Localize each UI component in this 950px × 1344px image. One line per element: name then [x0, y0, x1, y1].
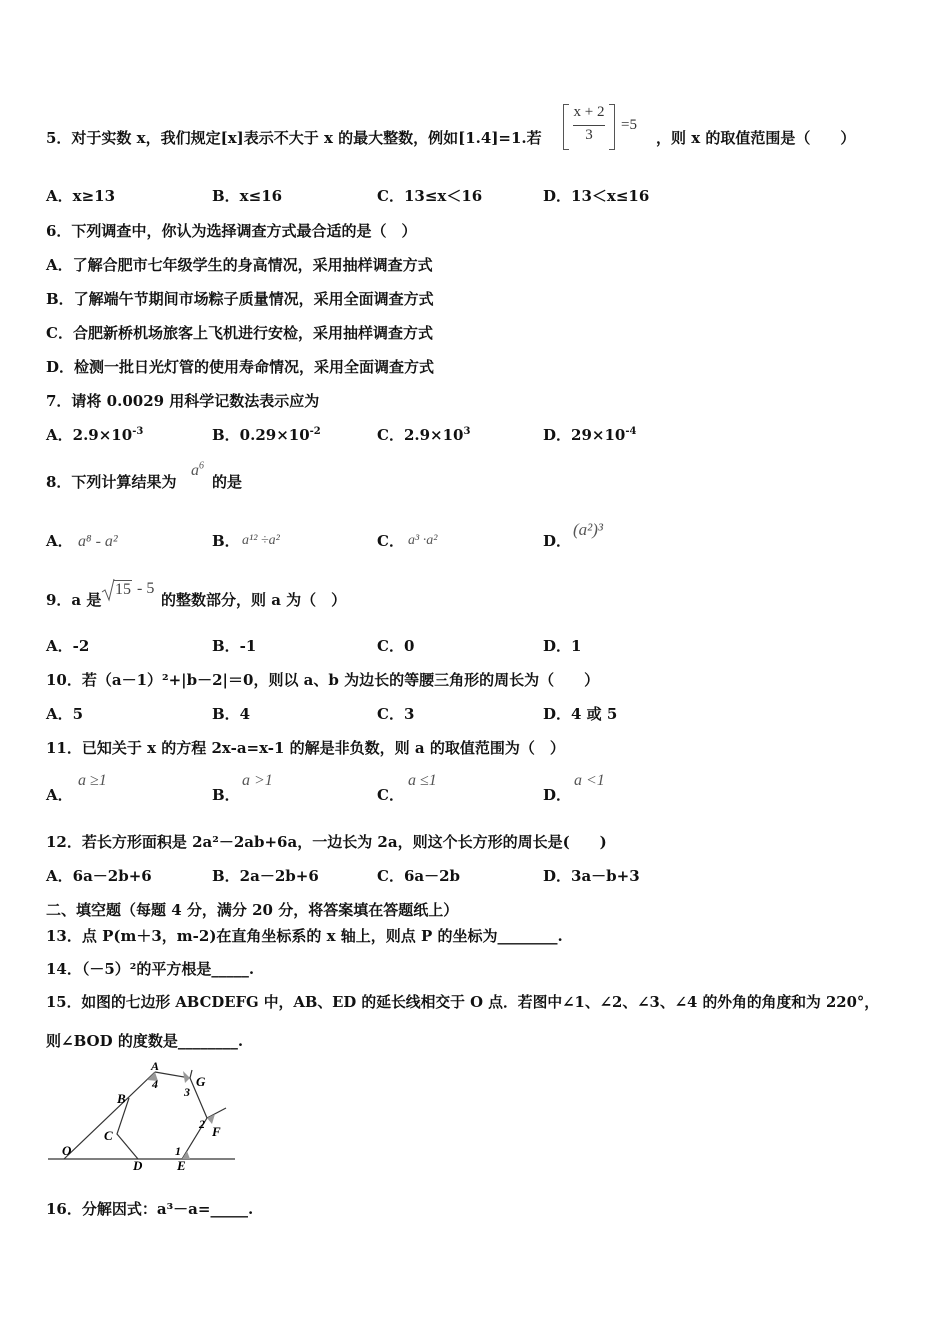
q9-option-a: A．-2 [46, 637, 90, 655]
q7-option-d-text: D．29×10 [543, 426, 626, 444]
q5-frac-denominator: 3 [585, 127, 593, 143]
q12-option-d: D．3a－b+3 [543, 867, 640, 885]
label-e: E [177, 1158, 186, 1173]
label-c: C [104, 1128, 113, 1143]
sides-b-c-d [117, 1098, 138, 1159]
label-angle-3: 3 [184, 1085, 190, 1099]
q9-option-d: D．1 [543, 637, 582, 655]
q5-frac-numerator: x + 2 [573, 104, 605, 120]
q7-option-c-exponent: 3 [463, 426, 471, 437]
q5-stem-post: ，则 x 的取值范围是（ ） [656, 129, 856, 147]
q12-option-c: C．6a－2b [377, 867, 461, 885]
heptagon-figure [44, 1058, 240, 1176]
label-angle-1: 1 [175, 1144, 181, 1158]
q14: 14．（－5）²的平方根是_____. [46, 960, 255, 978]
q7-option-b-text: B．0.29×10 [212, 426, 310, 444]
q8-stem-post: 的是 [212, 473, 243, 491]
label-g: G [196, 1074, 206, 1089]
q8-stem-pre: 8．下列计算结果为 [46, 473, 177, 491]
q11-option-b-label: B． [212, 786, 240, 804]
q7-option-d [543, 425, 636, 445]
q5-option-c: C．13≤x＜16 [377, 187, 483, 205]
q7-option-a-exponent: -3 [132, 426, 144, 437]
q8-option-c-label: C． [377, 532, 404, 550]
q5-stem-pre: 5．对于实数 x，我们规定[x]表示不大于 x 的最大整数，例如[1.4]=1.若 [46, 129, 542, 147]
extension-f [207, 1108, 226, 1118]
q11-option-a-math: a ≥1 [78, 772, 107, 789]
label-b: B [117, 1091, 126, 1106]
q11-option-c-math: a ≤1 [408, 772, 437, 789]
q7-stem: 7．请将 0.0029 用科学记数法表示应为 [46, 392, 320, 410]
q10-option-b: B．4 [212, 705, 251, 723]
q5-fraction [563, 98, 615, 152]
q7-option-b [212, 425, 321, 445]
q5-option-a: A．x≥13 [46, 187, 116, 205]
q7-option-c-text: C．2.9×10 [377, 426, 464, 444]
q9-radicand: 15 [115, 581, 131, 598]
q5-option-b: B．x≤16 [212, 187, 283, 205]
q9-option-b: B．-1 [212, 637, 257, 655]
q11-option-b-math: a >1 [242, 772, 273, 789]
q8-expr-exponent: 6 [199, 460, 204, 472]
q8-option-a-label: A． [46, 532, 73, 550]
q10-option-d: D．4 或 5 [543, 705, 618, 723]
q6-option-a: A．了解合肥市七年级学生的身高情况，采用抽样调查方式 [46, 256, 433, 274]
q7-option-c [377, 425, 470, 445]
extension-g [190, 1070, 192, 1078]
q8-option-b-math: a¹² ÷a² [242, 533, 280, 548]
q9-option-c: C．0 [377, 637, 415, 655]
q6-option-b: B．了解端午节期间市场粽子质量情况，采用全面调查方式 [46, 290, 434, 308]
label-angle-4: 4 [152, 1077, 158, 1091]
q11-option-d-math: a <1 [574, 772, 605, 789]
q9-stem-pre [46, 590, 101, 610]
q11-stem: 11．已知关于 x 的方程 2x-a=x-1 的解是非负数，则 a 的取值范围为（ ） [46, 739, 565, 757]
q9-minus-five: - 5 [137, 580, 155, 597]
q6-option-d: D．检测一批日光灯管的使用寿命情况，采用全面调查方式 [46, 358, 435, 376]
q8-option-c-math: a³ ·a² [408, 533, 438, 548]
q15-line-1: 15．如图的七边形 ABCDEFG 中，AB、ED 的延长线相交于 O 点．若图中∠1、∠2、∠3、∠4 的外角的角度和为 220°， [46, 994, 880, 1011]
q7-option-d-exponent: -4 [625, 426, 637, 437]
q9-pre: 9．a 是 [46, 591, 102, 609]
q12-option-a: A．6a－2b+6 [46, 867, 152, 885]
q10-option-a: A．5 [46, 705, 84, 723]
q7-option-a-text: A．2.9×10 [46, 426, 133, 444]
q12-stem: 12．若长方形面积是 2a²－2ab+6a，一边长为 2a，则这个长方形的周长是( ) [46, 833, 607, 851]
q8-option-b-label: B． [212, 532, 240, 550]
q11-option-c-label: C． [377, 786, 404, 804]
q9-radical-sign [101, 578, 115, 602]
q10-option-c: C．3 [377, 705, 415, 723]
q15-line-2: 则∠BOD 的度数是________. [46, 1032, 244, 1050]
q8-option-d-math: (a²)³ [573, 520, 604, 539]
q8-option-a-math: a⁸ - a² [78, 533, 118, 550]
line-o-a [64, 1072, 155, 1159]
q7-option-b-exponent: -2 [309, 426, 321, 437]
q10-stem: 10．若（a－1）²+|b－2|＝0，则以 a、b 为边长的等腰三角形的周长为（ ） [46, 671, 600, 689]
q6-option-c: C．合肥新桥机场旅客上飞机进行安检，采用抽样调查方式 [46, 324, 433, 342]
q8-expr [191, 462, 204, 480]
angle-3-shade [183, 1071, 190, 1083]
q8-expr-base: a [191, 462, 199, 479]
section-2-heading: 二、填空题（每题 4 分，满分 20 分，将答案填在答题纸上） [46, 901, 459, 919]
label-angle-2: 2 [199, 1117, 205, 1131]
q5-option-d: D．13＜x≤16 [543, 187, 650, 205]
label-o: O [62, 1143, 72, 1158]
q13: 13．点 P(m＋3，m-2)在直角坐标系的 x 轴上，则点 P 的坐标为________. [46, 927, 563, 945]
q11-option-d-label: D． [543, 786, 572, 804]
q6-stem: 6．下列调查中，你认为选择调查方式最合适的是（ ） [46, 222, 417, 240]
q16: 16．分解因式：a³－a=_____. [46, 1200, 254, 1218]
q12-option-b: B．2a－2b+6 [212, 867, 319, 885]
q9-stem-post: 的整数部分，则 a 为（ ） [161, 591, 347, 609]
label-f: F [212, 1124, 221, 1139]
q8-option-d-label: D． [543, 532, 572, 550]
q7-option-a [46, 425, 143, 445]
q11-option-a-label: A． [46, 786, 73, 804]
label-a: A [151, 1059, 160, 1073]
label-d: D [133, 1158, 143, 1173]
q5-frac-equals: =5 [621, 117, 637, 133]
